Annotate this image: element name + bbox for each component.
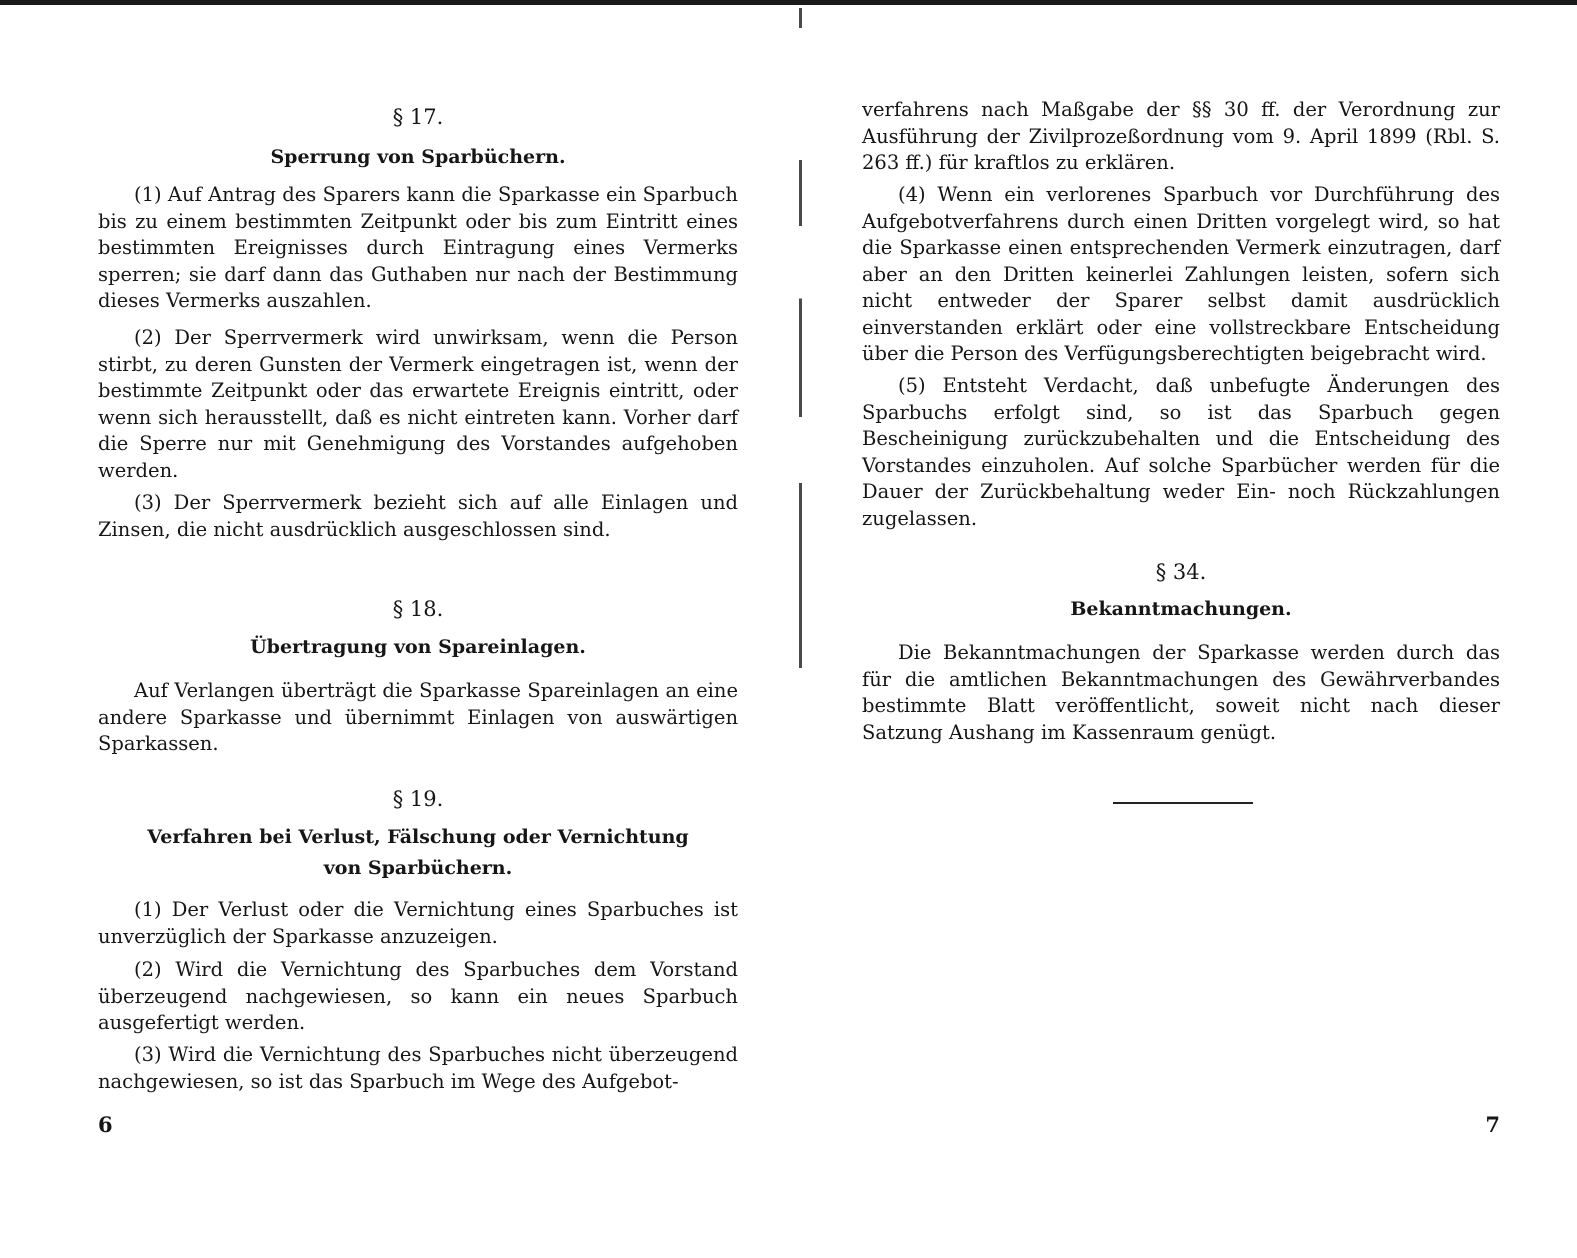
section-19-title-line-2: von Sparbüchern.: [323, 857, 513, 879]
section-17-paragraph-1: (1) Auf Antrag des Sparers kann die Sparkasse ein Sparbuch bis zu einem bestimmten Zeitpunkt oder bis zum Eintritt eines bestimmten Ereignisses durch Eintragung eines Vermerks sperren; sie darf dann das Guthaben nur nach der Bestimmung dieses Vermerks auszahlen.: [98, 183, 738, 312]
page-number-right: 7: [1485, 1112, 1500, 1137]
section-19-continuation: verfahrens nach Maßgabe der §§ 30 ff. der Verordnung zur Ausführung der Zivilprozeßordnung vom 9. April 1899 (Rbl. S. 263 ff.) für kraftlos zu erklären.: [862, 98, 1500, 174]
section-19-paragraph-3: (3) Wird die Vernichtung des Sparbuches nicht überzeugend nachgewiesen, so ist das Sparbuch im Wege des Aufgebot-: [98, 1043, 738, 1093]
scan-top-edge: [0, 0, 1577, 5]
section-19-paragraph-4: (4) Wenn ein verlorenes Sparbuch vor Durchführung des Aufgebotverfahrens durch einen Dritten vorgelegt wird, so hat die Sparkasse einen entsprechenden Vermerk einzutragen, darf aber an den Dritten keinerlei Zahlungen leisten, sofern sich nicht entweder der Sparer selbst damit ausdrücklich einverstanden erklärt oder eine vollstreckbare Entscheidung über die Person des Verfügungsberechtigten beigebracht wird.: [862, 183, 1500, 365]
section-17-title: Sperrung von Sparbüchern.: [270, 146, 566, 168]
section-34-paragraph-1: Die Bekanntmachungen der Sparkasse werden durch das für die amtlichen Bekanntmachungen des Gewährverbandes bestimmte Blatt veröffentlicht, soweit nicht nach dieser Satzung Aushang im Kassenraum genügt.: [862, 641, 1500, 744]
section-19-paragraph-2: (2) Wird die Vernichtung des Sparbuches dem Vorstand überzeugend nachgewiesen, so kann ein neues Sparbuch ausgefertigt werden.: [98, 958, 738, 1034]
section-19-title-line-1: Verfahren bei Verlust, Fälschung oder Vernichtung: [147, 826, 689, 848]
section-18-number: § 18.: [392, 597, 444, 621]
section-34-number: § 34.: [1155, 560, 1207, 584]
book-gutter: [799, 8, 802, 668]
end-rule: [1113, 802, 1253, 804]
section-17-paragraph-2: (2) Der Sperrvermerk wird unwirksam, wenn die Person stirbt, zu deren Gunsten der Vermerk eingetragen ist, wenn der bestimmte Zeitpunkt oder das erwartete Ereignis eintritt, oder wenn sich herausstellt, daß es nicht eintreten kann. Vorher darf die Sperre nur mit Genehmigung des Vorstandes aufgehoben werden.: [98, 326, 738, 482]
section-19-paragraph-5: (5) Entsteht Verdacht, daß unbefugte Änderungen des Sparbuchs erfolgt sind, so ist das Sparbuch gegen Bescheinigung zurückzubehalten und die Entscheidung des Vorstandes einzuholen. Auf solche Sparbücher werden für die Dauer der Zurückbehaltung weder Ein- noch Rückzahlungen zugelassen.: [862, 374, 1500, 530]
section-18-title: Übertragung von Spareinlagen.: [250, 636, 586, 658]
page-number-left: 6: [98, 1112, 113, 1137]
section-17-paragraph-3: (3) Der Sperrvermerk bezieht sich auf alle Einlagen und Zinsen, die nicht ausdrücklich ausgeschlossen sind.: [98, 491, 738, 541]
section-19-number: § 19.: [392, 787, 444, 811]
section-18-paragraph-1: Auf Verlangen überträgt die Sparkasse Spareinlagen an eine andere Sparkasse und übernimmt Einlagen von auswärtigen Sparkassen.: [98, 679, 738, 755]
section-19-paragraph-1: (1) Der Verlust oder die Vernichtung eines Sparbuches ist unverzüglich der Sparkasse anzuzeigen.: [98, 898, 738, 948]
section-34-title: Bekanntmachungen.: [1070, 598, 1292, 620]
section-17-number: § 17.: [392, 105, 444, 129]
